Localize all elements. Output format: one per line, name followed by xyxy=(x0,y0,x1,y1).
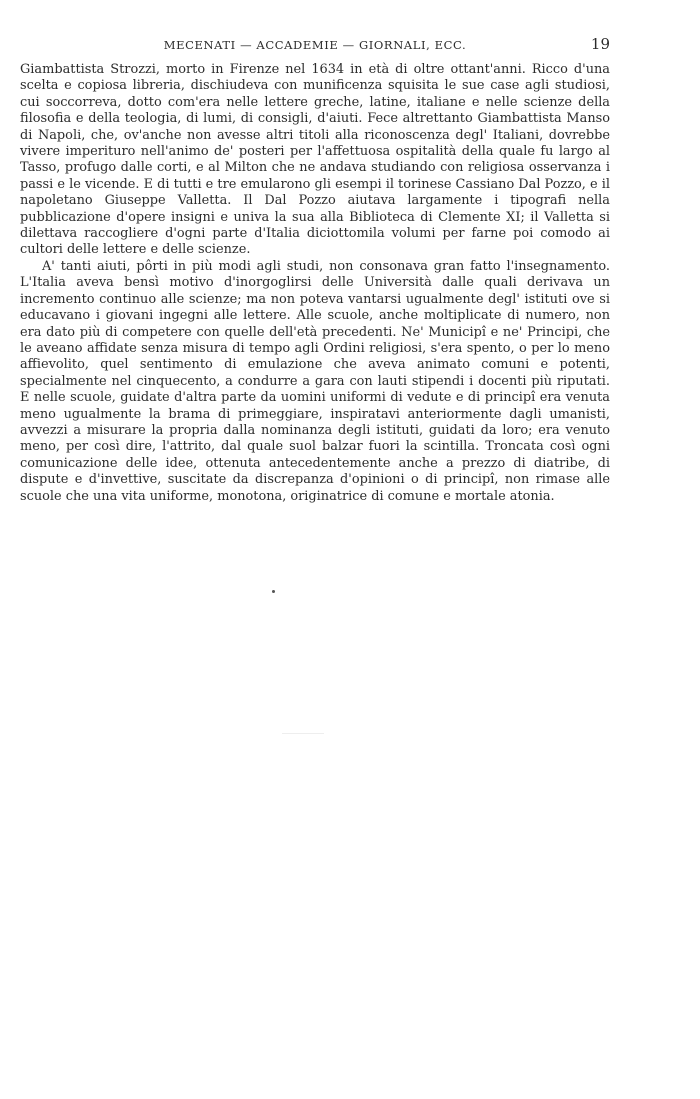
running-head xyxy=(20,35,610,56)
faint-show-through-mark xyxy=(282,733,324,734)
paragraph-2: A' tanti aiuti, pôrti in più modi agli studi, non consonava gran fatto l'insegnamento. L'Italia aveva bensì motivo d'inorgoglirsi delle Università dalle quali derivava un incremento continuo alle scienze; ma non poteva vantarsi ugualmente degl' istituti ove si educavano i giovani ingegni alle lettere. Alle scuole, anche moltiplicate di numero, non era dato più di competere con quelle dell'età precedenti. Ne' Municipî e ne' Principi, che le aveano affidate senza misura di tempo agli Ordini religiosi, s'era spento, o per lo meno affievolito, quel sentimento di emulazione che aveva animato comuni e potenti, specialmente nel cinquecento, a condurre a gara con lauti stipendi i docenti più riputati. E nelle scuole, guidate d'altra parte da uomini uniformi di vedute e di principî era venuta meno ugualmente la brama di primeggiare, inspiratavi anteriormente dagli umanisti, avvezzi a misurare la propria dalla nominanza degli istituti, guidati da loro; era venuto meno, per così dire, l'attrito, dal quale suol balzar fuori la scintilla. Troncata così ogni comunicazione delle idee, ottenuta antecedentemente anche a prezzo di diatribe, di dispute e d'invettive, suscitate da discrepanza d'opinioni o di principî, non rimase alle scuole che una vita uniforme, monotona, originatrice di comune e mortale atonia. xyxy=(20,258,610,504)
body-text xyxy=(20,62,610,505)
paragraph-1: Giambattista Strozzi, morto in Firenze nel 1634 in età di oltre ottant'anni. Ricco d'una scelta e copiosa libreria, dischiudeva con munificenza squisita le sue case agli studiosi, cui soccorreva, dotto com'era nelle lettere greche, latine, italiane e nelle scienze della filosofia e della teologia, di lumi, di consigli, d'aiuti. Fece altrettanto Giambattista Manso di Napoli, che, ov'anche non avesse altri titoli alla riconoscenza degl' Italiani, dovrebbe vivere imperituro nell'animo de' posteri per l'affettuosa ospitalità della quale fu largo al Tasso, profugo dalle corti, e al Milton che ne andava studiando con religiosa osservanza i passi e le vicende. E di tutti e tre emularono gli esempi il torinese Cassiano Dal Pozzo, e il napoletano Giuseppe Valletta. Il Dal Pozzo aiutava largamente i tipografi nella pubblicazione d'opere insigni e univa la sua alla Biblioteca di Clemente XI; il Valletta si dilettava raccogliere d'ogni parte d'Italia diciottomila volumi per farne poi comodo ai cultori delle lettere e delle scienze. xyxy=(20,62,610,258)
page-number: 19 xyxy=(590,35,610,53)
ink-speck xyxy=(272,590,275,593)
running-title: MECENATI — ACCADEMIE — GIORNALI, ECC. xyxy=(163,38,467,52)
